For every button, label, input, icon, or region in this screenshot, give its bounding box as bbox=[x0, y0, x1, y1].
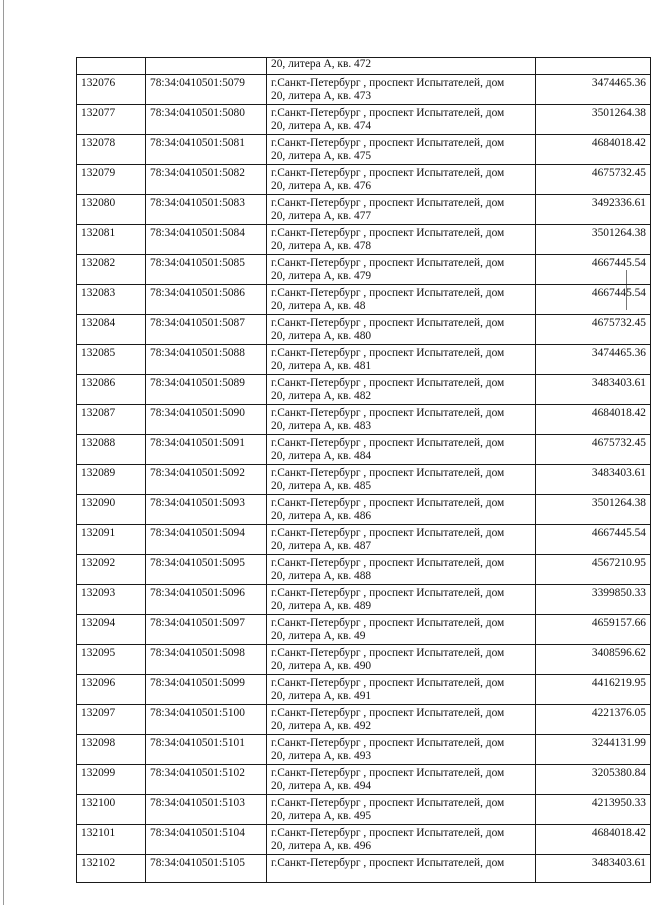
cadastral-value: 4416219.95 bbox=[591, 677, 646, 689]
cell-value bbox=[536, 705, 651, 735]
cell-value bbox=[536, 75, 651, 105]
cell-address bbox=[267, 525, 536, 555]
cell-address bbox=[267, 285, 536, 315]
cell-address bbox=[267, 705, 536, 735]
cell-value bbox=[536, 615, 651, 645]
cadastral-value: 4675732.45 bbox=[591, 167, 646, 179]
cell-id bbox=[77, 435, 146, 465]
address-line-2: 20, литера А, кв. 488 bbox=[271, 570, 372, 582]
cadastral-number: 78:34:0410501:5092 bbox=[150, 467, 245, 479]
address-line-2: 20, литера А, кв. 487 bbox=[271, 540, 372, 552]
cadastral-value: 3483403.61 bbox=[591, 467, 646, 479]
cell-address bbox=[267, 585, 536, 615]
cell-value bbox=[536, 405, 651, 435]
cell-cadastral bbox=[146, 435, 267, 465]
cell-value bbox=[536, 495, 651, 525]
row-id: 132085 bbox=[81, 347, 116, 359]
address-line-2: 20, литера А, кв. 489 bbox=[271, 600, 372, 612]
address-line-1: г.Санкт-Петербург , проспект Испытателей, дом bbox=[271, 827, 505, 839]
row-id: 132076 bbox=[81, 77, 116, 89]
address-line-1: г.Санкт-Петербург , проспект Испытателей, дом bbox=[271, 467, 505, 479]
cell-id bbox=[77, 825, 146, 855]
row-id: 132084 bbox=[81, 317, 116, 329]
cell-cadastral bbox=[146, 555, 267, 585]
cadastral-value: 4684018.42 bbox=[591, 827, 646, 839]
address-line-2: 20, литера А, кв. 477 bbox=[271, 210, 372, 222]
cadastral-value: 3501264.38 bbox=[591, 227, 646, 239]
address-line-1: г.Санкт-Петербург , проспект Испытателей, дом bbox=[271, 77, 505, 89]
cell-cadastral bbox=[146, 615, 267, 645]
cadastral-value: 4675732.45 bbox=[591, 437, 646, 449]
cadastral-number: 78:34:0410501:5097 bbox=[150, 617, 245, 629]
cadastral-number: 78:34:0410501:5098 bbox=[150, 647, 245, 659]
row-id: 132096 bbox=[81, 677, 116, 689]
table-row bbox=[77, 495, 651, 525]
cell-id bbox=[77, 135, 146, 165]
cell-id bbox=[77, 465, 146, 495]
cell-address bbox=[267, 345, 536, 375]
cell-value bbox=[536, 195, 651, 225]
cell-id bbox=[77, 345, 146, 375]
table-row bbox=[77, 315, 651, 345]
address-line-1: г.Санкт-Петербург , проспект Испытателей, дом bbox=[271, 677, 505, 689]
address-line-1: г.Санкт-Петербург , проспект Испытателей, дом bbox=[271, 797, 505, 809]
row-id: 132093 bbox=[81, 587, 116, 599]
cell-address bbox=[267, 495, 536, 525]
address-line-1: г.Санкт-Петербург , проспект Испытателей, дом bbox=[271, 407, 505, 419]
cadastral-number: 78:34:0410501:5088 bbox=[150, 347, 245, 359]
cell-address bbox=[267, 765, 536, 795]
address-line-2: 20, литера А, кв. 48 bbox=[271, 300, 366, 312]
cadastral-value: 3483403.61 bbox=[591, 857, 646, 869]
address-line-1: г.Санкт-Петербург , проспект Испытателей, дом bbox=[271, 767, 505, 779]
row-id: 132079 bbox=[81, 167, 116, 179]
cell-id bbox=[77, 735, 146, 765]
row-id: 132082 bbox=[81, 257, 116, 269]
table-row bbox=[77, 75, 651, 105]
table-row bbox=[77, 435, 651, 465]
cell-value bbox=[536, 58, 651, 75]
row-id: 132083 bbox=[81, 287, 116, 299]
address-line-2: 20, литера А, кв. 484 bbox=[271, 450, 372, 462]
table-row bbox=[77, 375, 651, 405]
cadastral-number: 78:34:0410501:5090 bbox=[150, 407, 245, 419]
row-id: 132087 bbox=[81, 407, 116, 419]
cadastral-number: 78:34:0410501:5083 bbox=[150, 197, 245, 209]
table-row bbox=[77, 255, 651, 285]
row-id: 132090 bbox=[81, 497, 116, 509]
address-line-2: 20, литера А, кв. 486 bbox=[271, 510, 372, 522]
cell-address bbox=[267, 675, 536, 705]
row-id: 132091 bbox=[81, 527, 116, 539]
table-row bbox=[77, 735, 651, 765]
address-line-2: 20, литера А, кв. 492 bbox=[271, 720, 372, 732]
cadastral-value: 4675732.45 bbox=[591, 317, 646, 329]
cadastral-value: 3399850.33 bbox=[591, 587, 646, 599]
cadastral-value: 3408596.62 bbox=[591, 647, 646, 659]
row-id: 132099 bbox=[81, 767, 116, 779]
address-line-1: г.Санкт-Петербург , проспект Испытателей, дом bbox=[271, 317, 505, 329]
cell-value bbox=[536, 465, 651, 495]
cell-id bbox=[77, 585, 146, 615]
cell-address bbox=[267, 225, 536, 255]
cell-id bbox=[77, 405, 146, 435]
cell-address bbox=[267, 735, 536, 765]
address-line-2: 20, литера А, кв. 496 bbox=[271, 840, 372, 852]
table-row-continuation bbox=[77, 58, 651, 75]
cell-value bbox=[536, 825, 651, 855]
address-line-2: 20, литера А, кв. 483 bbox=[271, 420, 372, 432]
address-line-2: 20, литера А, кв. 482 bbox=[271, 390, 372, 402]
address-line-2: 20, литера А, кв. 479 bbox=[271, 270, 372, 282]
address-line-1: г.Санкт-Петербург , проспект Испытателей, дом bbox=[271, 167, 505, 179]
cadastral-value: 3492336.61 bbox=[591, 197, 646, 209]
address-line-1: г.Санкт-Петербург , проспект Испытателей, дом bbox=[271, 587, 505, 599]
address-line-2: 20, литера А, кв. 485 bbox=[271, 480, 372, 492]
row-id: 132077 bbox=[81, 107, 116, 119]
cadastral-number: 78:34:0410501:5082 bbox=[150, 167, 245, 179]
cadastral-number: 78:34:0410501:5096 bbox=[150, 587, 245, 599]
cell-id bbox=[77, 765, 146, 795]
cell-value bbox=[536, 645, 651, 675]
address-line-2: 20, литера А, кв. 493 bbox=[271, 750, 372, 762]
cell-value bbox=[536, 345, 651, 375]
address-line-1: г.Санкт-Петербург , проспект Испытателей, дом bbox=[271, 707, 505, 719]
row-id: 132088 bbox=[81, 437, 116, 449]
row-id: 132102 bbox=[81, 857, 116, 869]
table-row bbox=[77, 405, 651, 435]
address-line-1: г.Санкт-Петербург , проспект Испытателей, дом bbox=[271, 437, 505, 449]
cell-value bbox=[536, 285, 651, 315]
cadastral-value: 4567210.95 bbox=[591, 557, 646, 569]
cadastral-number: 78:34:0410501:5081 bbox=[150, 137, 245, 149]
address-line-1: г.Санкт-Петербург , проспект Испытателей, дом bbox=[271, 257, 505, 269]
cadastral-number: 78:34:0410501:5084 bbox=[150, 227, 245, 239]
cell-value bbox=[536, 585, 651, 615]
cell-cadastral bbox=[146, 795, 267, 825]
cadastral-number: 78:34:0410501:5089 bbox=[150, 377, 245, 389]
cell-address bbox=[267, 315, 536, 345]
table-row bbox=[77, 225, 651, 255]
cell-value bbox=[536, 165, 651, 195]
cell-cadastral bbox=[146, 105, 267, 135]
cadastral-value: 4667445.54 bbox=[591, 527, 646, 539]
address-line-1: г.Санкт-Петербург , проспект Испытателей, дом bbox=[271, 647, 505, 659]
cell-value bbox=[536, 315, 651, 345]
cell-id bbox=[77, 315, 146, 345]
address-line-2: 20, литера А, кв. 473 bbox=[271, 90, 372, 102]
cell-value bbox=[536, 375, 651, 405]
cadastral-value: 3501264.38 bbox=[591, 497, 646, 509]
cadastral-number: 78:34:0410501:5093 bbox=[150, 497, 245, 509]
cell-id bbox=[77, 615, 146, 645]
address-line-2: 20, литера А, кв. 474 bbox=[271, 120, 372, 132]
row-id: 132089 bbox=[81, 467, 116, 479]
cell-id bbox=[77, 645, 146, 675]
address-line-2: 20, литера А, кв. 491 bbox=[271, 690, 372, 702]
address-line-1: г.Санкт-Петербург , проспект Испытателей, дом bbox=[271, 347, 505, 359]
cell-address bbox=[267, 645, 536, 675]
cadastral-value: 3474465.36 bbox=[591, 77, 646, 89]
row-id: 132092 bbox=[81, 557, 116, 569]
address-line-1: г.Санкт-Петербург , проспект Испытателей, дом bbox=[271, 737, 505, 749]
address-line-1: г.Санкт-Петербург , проспект Испытателей, дом bbox=[271, 137, 505, 149]
cell-cadastral bbox=[146, 58, 267, 75]
cell-id bbox=[77, 495, 146, 525]
cadastral-value: 4684018.42 bbox=[591, 137, 646, 149]
address-line-2: 20, литера А, кв. 481 bbox=[271, 360, 372, 372]
table-row bbox=[77, 795, 651, 825]
address-line-1: г.Санкт-Петербург , проспект Испытателей, дом bbox=[271, 527, 505, 539]
cadastral-number: 78:34:0410501:5085 bbox=[150, 257, 245, 269]
table-row bbox=[77, 705, 651, 735]
cadastral-number: 78:34:0410501:5086 bbox=[150, 287, 245, 299]
cell-address bbox=[267, 135, 536, 165]
registry-table bbox=[76, 57, 651, 883]
cell-cadastral bbox=[146, 495, 267, 525]
address-line-1: г.Санкт-Петербург , проспект Испытателей, дом bbox=[271, 107, 505, 119]
cadastral-number: 78:34:0410501:5094 bbox=[150, 527, 245, 539]
table-row bbox=[77, 555, 651, 585]
address-line-2: 20, литера А, кв. 490 bbox=[271, 660, 372, 672]
cell-address bbox=[267, 405, 536, 435]
cell-cadastral bbox=[146, 165, 267, 195]
cell-cadastral bbox=[146, 75, 267, 105]
cadastral-value: 4667445.54 bbox=[591, 287, 646, 299]
cell-id bbox=[77, 855, 146, 883]
row-id: 132098 bbox=[81, 737, 116, 749]
cadastral-number: 78:34:0410501:5105 bbox=[150, 857, 245, 869]
table-row bbox=[77, 135, 651, 165]
address-line-1: г.Санкт-Петербург , проспект Испытателей, дом bbox=[271, 617, 505, 629]
cell-id bbox=[77, 58, 146, 75]
cadastral-value: 3483403.61 bbox=[591, 377, 646, 389]
cell-address bbox=[267, 58, 536, 75]
address-line-2: 20, литера А, кв. 472 bbox=[271, 58, 372, 70]
cell-value bbox=[536, 765, 651, 795]
cell-cadastral bbox=[146, 375, 267, 405]
cell-cadastral bbox=[146, 285, 267, 315]
table-row bbox=[77, 465, 651, 495]
cell-value bbox=[536, 855, 651, 883]
table-row bbox=[77, 825, 651, 855]
cell-value bbox=[536, 525, 651, 555]
cell-address bbox=[267, 255, 536, 285]
table-row bbox=[77, 585, 651, 615]
cell-cadastral bbox=[146, 525, 267, 555]
cell-value bbox=[536, 735, 651, 765]
cadastral-value: 4221376.05 bbox=[591, 707, 646, 719]
cell-id bbox=[77, 75, 146, 105]
cell-address bbox=[267, 435, 536, 465]
cell-cadastral bbox=[146, 465, 267, 495]
registry-table-body bbox=[77, 58, 651, 883]
table-row bbox=[77, 165, 651, 195]
cadastral-value: 3244131.99 bbox=[591, 737, 646, 749]
cell-address bbox=[267, 75, 536, 105]
cell-id bbox=[77, 225, 146, 255]
cell-id bbox=[77, 105, 146, 135]
table-row bbox=[77, 645, 651, 675]
cell-id bbox=[77, 525, 146, 555]
cadastral-value: 4213950.33 bbox=[591, 797, 646, 809]
cell-id bbox=[77, 195, 146, 225]
cell-cadastral bbox=[146, 855, 267, 883]
table-row bbox=[77, 675, 651, 705]
cell-address bbox=[267, 825, 536, 855]
cell-cadastral bbox=[146, 135, 267, 165]
cadastral-value: 4684018.42 bbox=[591, 407, 646, 419]
row-id: 132094 bbox=[81, 617, 116, 629]
table-row bbox=[77, 195, 651, 225]
cadastral-value: 3205380.84 bbox=[591, 767, 646, 779]
address-line-2: 20, литера А, кв. 476 bbox=[271, 180, 372, 192]
address-line-2: 20, литера А, кв. 49 bbox=[271, 630, 366, 642]
cell-address bbox=[267, 855, 536, 883]
cadastral-value: 3474465.36 bbox=[591, 347, 646, 359]
address-line-1: г.Санкт-Петербург , проспект Испытателей, дом bbox=[271, 377, 505, 389]
cadastral-number: 78:34:0410501:5080 bbox=[150, 107, 245, 119]
cell-cadastral bbox=[146, 675, 267, 705]
cell-id bbox=[77, 675, 146, 705]
cell-cadastral bbox=[146, 195, 267, 225]
cell-value bbox=[536, 105, 651, 135]
cadastral-number: 78:34:0410501:5103 bbox=[150, 797, 245, 809]
cadastral-number: 78:34:0410501:5104 bbox=[150, 827, 245, 839]
cadastral-number: 78:34:0410501:5101 bbox=[150, 737, 245, 749]
address-line-1: г.Санкт-Петербург , проспект Испытателей, дом bbox=[271, 197, 505, 209]
cell-id bbox=[77, 795, 146, 825]
address-line-2: 20, литера А, кв. 494 bbox=[271, 780, 372, 792]
row-id: 132095 bbox=[81, 647, 116, 659]
table-row bbox=[77, 105, 651, 135]
cell-address bbox=[267, 195, 536, 225]
cell-id bbox=[77, 255, 146, 285]
cell-address bbox=[267, 105, 536, 135]
table-row bbox=[77, 855, 651, 883]
cell-cadastral bbox=[146, 315, 267, 345]
address-line-2: 20, литера А, кв. 480 bbox=[271, 330, 372, 342]
cadastral-value: 4659157.66 bbox=[591, 617, 646, 629]
table-row bbox=[77, 615, 651, 645]
address-line-1: г.Санкт-Петербург , проспект Испытателей, дом bbox=[271, 857, 505, 869]
cell-address bbox=[267, 165, 536, 195]
cell-cadastral bbox=[146, 765, 267, 795]
address-line-1: г.Санкт-Петербург , проспект Испытателей, дом bbox=[271, 287, 505, 299]
cadastral-number: 78:34:0410501:5087 bbox=[150, 317, 245, 329]
address-line-2: 20, литера А, кв. 478 bbox=[271, 240, 372, 252]
table-row bbox=[77, 765, 651, 795]
row-id: 132080 bbox=[81, 197, 116, 209]
cadastral-value: 3501264.38 bbox=[591, 107, 646, 119]
cell-cadastral bbox=[146, 225, 267, 255]
cell-id bbox=[77, 165, 146, 195]
cell-cadastral bbox=[146, 345, 267, 375]
cadastral-number: 78:34:0410501:5079 bbox=[150, 77, 245, 89]
cell-value bbox=[536, 555, 651, 585]
address-line-1: г.Санкт-Петербург , проспект Испытателей, дом bbox=[271, 497, 505, 509]
cell-address bbox=[267, 795, 536, 825]
cell-id bbox=[77, 555, 146, 585]
table-row bbox=[77, 525, 651, 555]
row-id: 132081 bbox=[81, 227, 116, 239]
cell-id bbox=[77, 285, 146, 315]
cell-cadastral bbox=[146, 645, 267, 675]
cell-value bbox=[536, 255, 651, 285]
cadastral-number: 78:34:0410501:5095 bbox=[150, 557, 245, 569]
cell-cadastral bbox=[146, 255, 267, 285]
cadastral-number: 78:34:0410501:5100 bbox=[150, 707, 245, 719]
cadastral-value: 4667445.54 bbox=[591, 257, 646, 269]
table-row bbox=[77, 285, 651, 315]
cell-cadastral bbox=[146, 705, 267, 735]
cell-address bbox=[267, 555, 536, 585]
cell-value bbox=[536, 795, 651, 825]
cell-address bbox=[267, 615, 536, 645]
cadastral-number: 78:34:0410501:5102 bbox=[150, 767, 245, 779]
scan-page-edge bbox=[3, 0, 4, 905]
address-line-2: 20, литера А, кв. 475 bbox=[271, 150, 372, 162]
cell-value bbox=[536, 675, 651, 705]
cadastral-number: 78:34:0410501:5091 bbox=[150, 437, 245, 449]
cell-cadastral bbox=[146, 405, 267, 435]
row-id: 132101 bbox=[81, 827, 116, 839]
row-id: 132086 bbox=[81, 377, 116, 389]
cell-cadastral bbox=[146, 825, 267, 855]
cell-cadastral bbox=[146, 585, 267, 615]
cell-value bbox=[536, 225, 651, 255]
cell-address bbox=[267, 375, 536, 405]
row-id: 132100 bbox=[81, 797, 116, 809]
row-id: 132097 bbox=[81, 707, 116, 719]
cell-id bbox=[77, 375, 146, 405]
cell-value bbox=[536, 135, 651, 165]
row-id: 132078 bbox=[81, 137, 116, 149]
address-line-2: 20, литера А, кв. 495 bbox=[271, 810, 372, 822]
address-line-1: г.Санкт-Петербург , проспект Испытателей, дом bbox=[271, 227, 505, 239]
cell-cadastral bbox=[146, 735, 267, 765]
table-row bbox=[77, 345, 651, 375]
cell-id bbox=[77, 705, 146, 735]
address-line-1: г.Санкт-Петербург , проспект Испытателей, дом bbox=[271, 557, 505, 569]
cell-address bbox=[267, 465, 536, 495]
cell-value bbox=[536, 435, 651, 465]
cadastral-number: 78:34:0410501:5099 bbox=[150, 677, 245, 689]
